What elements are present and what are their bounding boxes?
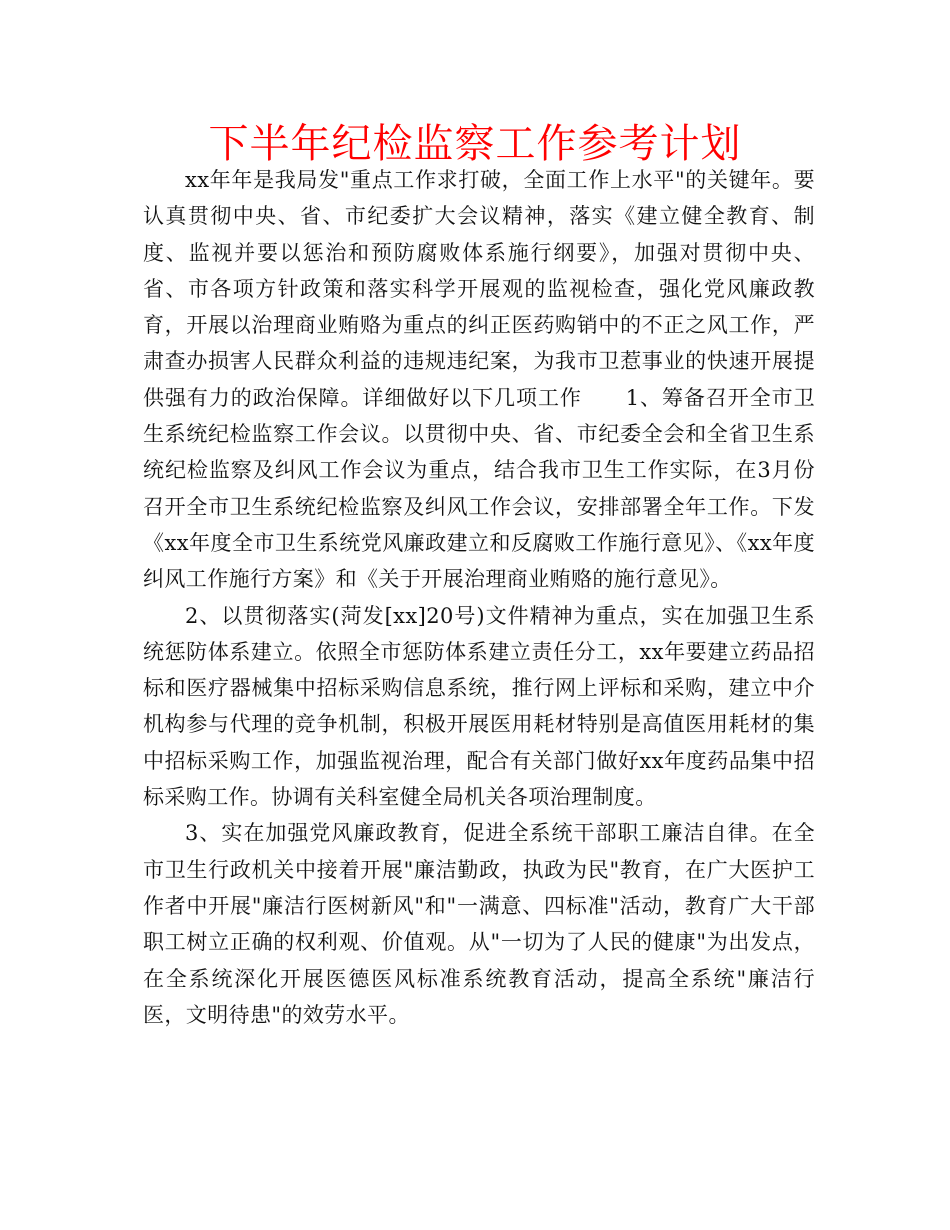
paragraph-3: 3、实在加强党风廉政教育，促进全系统干部职工廉洁自律。在全市卫生行政机关中接着开展"廉洁勤政，执政为民"教育，在广大医护工作者中开展"廉洁行医树新风"和"一满意、四标准"活动，教育广大干部职工树立正确的权利观、价值观。从"一切为了人民的健康"为出发点，在全系统深化开展医德医风标准系统教育活动，提高全系统"廉洁行医，文明待患"的效劳水平。 [143, 821, 815, 1027]
paragraph-1: xx年年是我局发"重点工作求打破，全面工作上水平"的关键年。要认真贯彻中央、省、市纪委扩大会议精神，落实《建立健全教育、制度、监视并要以惩治和预防腐败体系施行纲要》，加强对贯彻中央、省、市各项方针政策和落实科学开展观的监视检查，强化党风廉政教育，开展以治理商业贿赂为重点的纠正医药购销中的不正之风工作，严肃查办损害人民群众利益的违规违纪案，为我市卫惹事业的快速开展提供强有力的政治保障。详细做好以下几项工作 1、筹备召开全市卫生系统纪检监察工作会议。以贯彻中央、省、市纪委全会和全省卫生系统纪检监察及纠风工作会议为重点，结合我市卫生工作实际，在3月份召开全市卫生系统纪检监察及纠风工作会议，安排部署全年工作。下发《xx年度全市卫生系统党风廉政建立和反腐败工作施行意见》、《xx年度纠风工作施行方案》和《关于开展治理商业贿赂的施行意见》。 [143, 168, 815, 592]
document-title: 下半年纪检监察工作参考计划 [208, 121, 742, 167]
paragraph-2: 2、以贯彻落实(菏发[xx]20号)文件精神为重点，实在加强卫生系统惩防体系建立。依照全市惩防体系建立责任分工，xx年要建立药品招标和医疗器械集中招标采购信息系统，推行网上评标和采购，建立中介机构参与代理的竞争机制，积极开展医用耗材特别是高值医用耗材的集中招标采购工作，加强监视治理，配合有关部门做好xx年度药品集中招标采购工作。协调有关科室健全局机关各项治理制度。 [143, 603, 815, 810]
document-body [143, 162, 815, 1033]
